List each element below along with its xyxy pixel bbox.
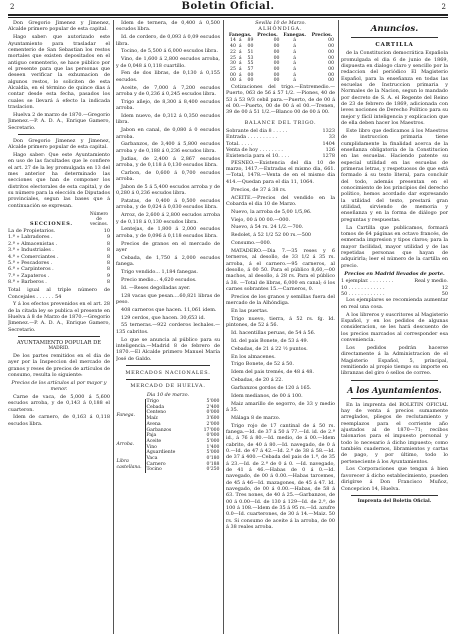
precio-row-label: 50 . . . . . . . . . . . . — [341, 291, 385, 298]
table-cell: á — [293, 78, 297, 84]
secciones-num-heading: Número de vecinos. — [89, 212, 109, 228]
paragraph: Cebadas, de 21 á 22 ½ puntos. — [231, 345, 308, 352]
seccion-row-value: 9 — [106, 234, 110, 241]
table-header: Precios. — [257, 32, 278, 38]
seccion-row-label: 5.ª » Pescadores . — [8, 259, 53, 266]
table-cell: 53 — [247, 55, 254, 61]
paragraph: Este libro que dedicamos á los Maestros de instruccion primaria tiene cumplidamente la finalidad acerca de la enseñanza obligatoria de la Constitucion en las escuelas. Haciendo patente su especial utilidad en las escuelas de primeras letras, y respetuosos de que está formado á su texto literal, para concluir del todo, además presentan en el conocimiento de los principios del derecho político, hemos acordado dar expresando la utilidad del texto, prestará gran utilidad, sirviendo de memoria y enseñanza y en la forma de diálogo por preguntas y respuestas. — [341, 127, 448, 223]
table-cell: á — [238, 49, 242, 55]
market-item: Carnero — [146, 462, 194, 468]
balance-row-value: 1323 — [322, 128, 335, 135]
paragraph: Id. del pais Bonete, de 53 á 49. — [231, 337, 309, 344]
cotizaciones — [226, 84, 335, 116]
table-cell: 40 — [230, 44, 236, 50]
column-divider — [113, 20, 114, 634]
paragraph: Y á los efectos prevenidos en el art. 28 de la citada ley se publica el presente en Huelva á 8 de Marzo de 1870.—Gregorio Jimenez.—P. A. D. A., Enrique Gamero, Secretario. — [8, 301, 110, 333]
paragraph: 129 cerdos, que hacen. 30,653 id. — [121, 314, 206, 321]
market-price: 0'250 — [206, 467, 220, 473]
divider — [18, 336, 100, 337]
balance-row-value: 126 — [325, 147, 335, 154]
table-cell: 00 — [273, 72, 280, 78]
seccion-row-value: 8 — [106, 266, 110, 273]
table-cell: á — [293, 38, 297, 44]
market-table — [116, 399, 220, 473]
seccion-row — [8, 279, 110, 285]
table-cell: á — [238, 66, 242, 72]
seccion-row-value: 8 — [106, 259, 110, 266]
balance-heading: BALANCE DEL TRIGO. — [244, 119, 317, 126]
cartilla-paragraphs — [341, 50, 448, 269]
paragraph: Hago saber: Que este Ayuntamiento en uso de las facultades que le confiere el art. 27 de la ley promulgada en 13 del mes anterior ha determinado las secciones que han de componer los distritos electorales de esta capital, y de su número para la elección de Diputados provinciales, segun las bases que á continuación se expresan. — [8, 152, 110, 209]
table-cell: á — [293, 49, 297, 55]
table-cell: 89 — [247, 38, 254, 44]
market-item: Paja — [146, 433, 194, 439]
paragraph: Idem nuevo, de 0,312 á 0,350 escudos libra. — [116, 112, 220, 126]
divider — [126, 379, 210, 380]
table-cell: 00 — [273, 78, 280, 84]
market-price: 2'000 — [206, 421, 220, 427]
seccion-row-label: 3.ª » Industriales . — [8, 247, 54, 254]
anuncios-heading: Anuncios. — [370, 24, 419, 34]
precio-row-value: 50 — [441, 291, 448, 298]
seccion-row-value: 10 — [103, 228, 110, 235]
market-item: Centeno — [146, 410, 194, 416]
paragraph: Hago saber: que autorizado este Ayuntamiento para trasladar el cementerio de San Sebastian los restos mortales que existen depositados en el antiguo cementerio, se hace público por el presente para que las personas que deseen verificar la exhumacion de algunos restos, lo soliciten de esta Alcaldía, en el término de quince dias á contar desde esta fecha, pasados los cuales se llevará á efecto la indicada traslacion. — [8, 34, 110, 110]
table-cell: 00 — [273, 55, 280, 61]
imprenta-footer: Imprenta del Boletin Oficial. — [357, 498, 432, 504]
market-group-label: Fanega. — [116, 413, 135, 419]
mercado-date: Dia 10 de marzo. — [146, 391, 190, 398]
table-cell: á — [293, 72, 297, 78]
table-cell: 00 — [328, 78, 334, 84]
signature-line: Huelva 2 de marzo de 1870.—Gregorio Jimenez.—P. A. D. A., Enrique Gamero, Secretario. — [8, 111, 110, 131]
paragraph: Precios de granos en el mercado de ayer — [116, 240, 220, 253]
column-3 — [226, 20, 335, 638]
section-heading: Precios de los artículos al por mayor y menor. — [11, 379, 107, 393]
balance-row-label: Sobrante del dia 8 . . . . . — [226, 128, 288, 135]
paragraph: Id. —Reses degolladas ayer. — [121, 284, 191, 291]
market-group-label: Libra castellana. — [116, 458, 142, 470]
table-cell: 00 — [273, 66, 280, 72]
seccion-row-label: 6.ª » Carpinteros . — [8, 266, 54, 273]
paragraph: Cebadas, de 20 á 22. — [231, 377, 283, 384]
table-cell: á — [238, 72, 242, 78]
table-cell: 00 — [247, 78, 254, 84]
paragraph: Jabon de 5 á 5,400 escudos arroba y de 0,280 á 0,236 escudos libra. — [116, 183, 220, 197]
paragraph: Trigo nuevo, tierra, á 52 rs. fg. Id. pintones, de 52 á 56. — [226, 315, 335, 329]
paragraph: MATADERO.—Dia 7.—35 reses y 6 terneros, al desollo, de 33 1/2 á 35 rs. arroba, á el carnero.—95 carneros, al desollo, á 00 50. Para el público 8,60,—00 machos, al desollo, á 28 rs. Para el público á 38. —Total de libras, 6,000 en canal; ó los carnes sobrantes 15.—Carneros, 0. — [226, 247, 335, 292]
seccion-row-label: 2.ª » Almacenistas . — [8, 240, 58, 247]
table-cell: á — [293, 55, 297, 61]
paragraph: En la imprenta del BOLETIN OFICIAL hay de venta á precios sumamente arreglados, pliegos de reclutamiento y reemplazos para el corriente año ajustados al de 1870—71; recibos talonarios para el impuesto personal y todo lo necesario á dicho impuesto; como también cuadernos, libramientos y cartas de pago, y por último, todo lo perteneciente á los Ayuntamientos. — [341, 401, 448, 465]
masthead-rule-thin — [8, 17, 448, 18]
precio-row-value: 12 — [441, 284, 448, 291]
balance-row-value: 1404 — [322, 140, 335, 147]
paragraph: Lo que se anuncia al público para su inteligencia.—Madrid 8 de febrero de 1870.—El Alcalde primero Manuel María José de Galdo. — [116, 336, 220, 362]
paragraph: Precios, de 37 á 38 rs. — [231, 186, 287, 193]
table-cell: 55 — [247, 61, 254, 67]
paragraph: Patatas, de 0,400 á 0,500 escudos arroba, y de 0,024 á 0,030 escudos libra. — [116, 198, 220, 211]
paragraph: Id. hacentillas peruas, de 54 á 56. — [231, 330, 316, 337]
precios-heading: Precios en Madrid llevados de porte. — [344, 270, 445, 277]
seccion-row-value: 8 — [106, 247, 110, 254]
paragraph: Nuevo, á 54 rs. 24 1/2.—700. — [231, 224, 304, 231]
balance-row-label: Total. . . . . — [226, 140, 253, 147]
column-2 — [116, 20, 220, 638]
market-price: 0'000 — [206, 433, 220, 439]
market-price: 1'400 — [206, 444, 220, 450]
balance-row-label: Venta de hoy . . . . . . . . — [226, 147, 283, 154]
seccion-row-label: La de Propietarios. — [8, 228, 56, 235]
secciones-header — [8, 212, 110, 227]
market-item: Vino — [146, 445, 194, 451]
paragraph: 128 vacas que pesan....60,821 libras de peso. — [116, 292, 220, 305]
paragraph: Consumo.—000. — [231, 240, 272, 247]
page-number-right: 2 — [441, 3, 446, 11]
table-cell: á — [293, 61, 297, 67]
paragraph: De los partes remitidos en el dia de ayer por la Inspeccion del mercado de granos y reses de precios de artículos de consumo, resulta lo siguiente: — [8, 352, 110, 378]
market-item: Trigo — [146, 399, 194, 405]
paragraph: Lentejas, de 1,800 á 2,000 escudos arroba, y de 0,096 á 0,118 escudos libra. — [116, 226, 220, 239]
ayuntamiento-heading: AYUNTAMIENTO POPULAR DE — [16, 340, 102, 347]
table-cell: 00 — [273, 61, 280, 67]
table-cell: 00 — [273, 38, 280, 44]
paragraph: Carne de vaca, de 5,000 á 5,600 escudos arroba, y de 0,143 á 0,188 el cuarteron. — [8, 393, 110, 413]
market-item: Avena — [146, 422, 194, 428]
paragraph: Precios de los granos y semillas fuera del mercado de la Alhóndiga. — [226, 293, 335, 307]
seccion-row-value: 8 — [106, 253, 110, 260]
table-cell: 00 — [247, 44, 254, 50]
table-cell: á — [238, 78, 242, 84]
table-cell: 14 — [230, 38, 236, 44]
table-cell: 00 — [328, 44, 334, 50]
mercados-heading: MERCADOS NACIONALES. — [125, 370, 211, 376]
paragraph: Cebada, de 1,750 á 2,000 escudos fanega. — [116, 254, 220, 268]
table-cell: 00 — [273, 49, 280, 55]
paragraph: Trigo añejo, de 8,300 á 8,400 escudos arroba. — [116, 98, 220, 112]
market-price: 0'000 — [206, 410, 220, 416]
divider — [351, 37, 438, 38]
secciones-heading: SECCIONES. — [30, 220, 73, 227]
cartilla-heading: CARTILLA — [375, 42, 414, 48]
table-header: Precios. — [311, 32, 333, 38]
paragraph: Garbanzos gordos de 120 á 165. — [231, 384, 312, 391]
paragraph: Carbon, de 0,600 á 0,700 escudos arroba. — [116, 169, 220, 183]
table-cell: 30 — [230, 61, 236, 67]
seccion-row-value: 8 — [106, 240, 110, 247]
paragraph: Cotizaciones del trigo.—Entremedio.—Puerto, 063 de 56 á 57 1/2. —Piones, 40 de 53 á 53 9/3 cebil para.—Puerto, de de 00 á el 00.—Puerto, 00 de 00 á el 00.—Trenen, 39 de 00 á 51 1/2.—Blanco 00 de 00 á 00. — [226, 84, 335, 116]
paragraph: Idem medianos, de 00 á 100. — [231, 392, 303, 399]
sevilla-heading: Sevilla 10 de Marzo. — [255, 20, 306, 26]
divider — [351, 398, 438, 399]
seccion-row-value: 8 — [106, 278, 110, 285]
paragraph: Trigo Bonete, de 52 á 50. — [231, 361, 294, 368]
market-price: 2'400 — [206, 404, 220, 410]
notice-paragraphs — [341, 297, 448, 376]
paragraph: Trigo rojo de 17 cantinal de á 50 rs. fanega.—Id. de 37 á 50 á 77.—Id. id. de 2.ª id., á 76 á 80.—Id. medio, de á 00.—Idem cabrito, de 40 á 80.—Id. navegado, de 0 á 0.—Id. de 47 á 42.—Id. 2.ª de 38 á 58.—Id. de 37 á 400.—Cebada del pais de 1.ª, de 35 á 23.—Id. de 2.ª de 0 á 0. —Id. navegado, de 41 á 46.—Habas de 0 á 0.—Id. navegado, de 00 á 0.00.—Habas tarcemes, de 45 á 46—Id. mazagones, de 45 á 47. Id. navegado, de 00 á 0.00.—Habas, de 58 á 63. Tres nones, de 40 á 25.—Garbanzos, de 00 á 0.00—Id. de 130 á 129—Id. de 2.ª, de 100 á 108.—Idem de 35 á 95 rs.—Id. azufre 0.0—Id. cuarterones, de 30 á 14.—Maiz. 50 rs. Si consumo de aceite á la arroba, de 00 á 38 reales arroba. — [226, 422, 335, 531]
paragraph: 408 carneros que hacen. 11,061 idem. — [121, 306, 217, 313]
page-number-left: 2 — [10, 3, 15, 11]
market-reports — [226, 160, 335, 531]
ayuntamiento-subheading: MADRID. — [48, 346, 70, 352]
paragraph: Id. de cordero, de 0,093 á 0,09 escudos libra. — [116, 34, 220, 47]
market-group-label: Arroba. — [116, 441, 135, 447]
alhondiga-table — [226, 33, 335, 84]
balance-row-value: 33 — [328, 134, 335, 141]
market-item: Aceite — [146, 439, 194, 445]
table-cell: 25 — [230, 66, 236, 72]
seccion-row-value: 9 — [106, 272, 110, 279]
table-cell: á — [293, 66, 297, 72]
market-item: Aguardiente — [146, 450, 194, 456]
market-item: Garbanzos — [146, 428, 194, 434]
table-cell: á — [238, 38, 242, 44]
paragraph: Tocino, de 5,500 á 6,000 escudos libra. — [121, 48, 218, 55]
paragraph: Aceite, de 7,000 á 7,200 escudos arroba y de 0,236 á 0,245 escudos libra. — [116, 84, 220, 97]
precio-row-label: 10 . . . . . . . . . . . . — [341, 284, 385, 291]
paragraph: Idem de ternera, de 0,400 á 0,500 escudos libra. — [116, 20, 220, 33]
table-cell: á — [293, 44, 297, 50]
column-divider — [223, 20, 224, 634]
paragraph: Los pedidos podrán hacerse directamente á la Administracion de el Magisterio Español, 5, principal, remitiendo al propio tiempo su importe en libranzas del giro ó sellos de correo. — [341, 344, 448, 377]
table-cell: 00 — [273, 44, 280, 50]
paragraph: Nuevo, la arroba de 5,00 1/5,96. — [231, 208, 312, 215]
market-price: 5'000 — [206, 438, 220, 444]
seccion-row-label: 4.ª » Comerciantes . — [8, 253, 59, 260]
paragraph: La Cartilla que publicamos, formará tomos de 64 páginas en octavo francés, de esmerada impresion y tipos claros; para la mayor facilidad, mayor utilidad y de las repetidas personas que hayan de adquirirla; leer el número de la cartilla en precio. — [341, 224, 448, 269]
secciones-list — [8, 228, 110, 285]
divider — [18, 134, 100, 135]
table-cell: 00 — [247, 72, 254, 78]
balance-row-label: Existencia para el 10. . . . — [226, 153, 290, 160]
paragraph: Arroz, de 2,600 á 2,800 escudos arroba y de 0,118 á 0,130 escudos libra. — [116, 212, 220, 225]
precio-row-value: Real y medio. — [414, 278, 448, 285]
paragraph: Precio medio... 4,620 escudos. — [121, 276, 197, 283]
table-cell: 00 — [328, 38, 334, 44]
paragraph: En las puertas. — [231, 308, 269, 315]
paragraph: de la Constitucion democrática Española promulgada el dia 6 de junio de 1869, dispuesta en dialogo claro y sencillo por la redaccion del periódico El Magisterio Español, para la enseñanza en todas las escuelas de Instruccion primaria y Normales de la Nacion, segun lo mandado por decreto de S. A. el Regente del Reino de 23 de febrero de 1869, adicionada con leves nociones de Derecho Político para su mejor y fácil inteligencia y explicacion que de ella deben hacer los Maestros. — [341, 50, 448, 127]
paragraph: A los libreros y suscritores al Magisterio Español, y en los pedidos de algunas consideracion, se les hará descuento de los precios marcados al corresponder esa conveniencia. — [341, 311, 448, 343]
paragraph: ACEITE.—Precios del vendido en la Cobarda el dia 10 de Marzo. — [226, 194, 335, 207]
column-1 — [8, 20, 110, 638]
market-item: Vaca — [146, 456, 194, 462]
precios-list — [341, 278, 448, 297]
mercado-huelva-heading: MERCADO DE HUELVA. — [130, 383, 206, 390]
market-item: Cebada — [146, 405, 194, 411]
market-price: 5'000 — [206, 450, 220, 456]
paragraph: 55 terneras.—922 corderos lechales.—135 cabritos. — [116, 322, 220, 335]
paragraph: PESNEO.—Existencia del dia 10 de marzo, 1417.—Entradas el mismo dia, 661.—Total, 1478.—Venta de en el mismo dia 414.—Quedan para el dia 11, 1064. — [226, 159, 335, 185]
price-paragraphs — [116, 20, 220, 362]
ayuntamientos-heading: A los Ayuntamientos. — [347, 384, 442, 395]
divider — [351, 495, 438, 496]
alhondiga-heading: ALHÓNDIGA. — [258, 26, 303, 33]
table-header: Fanegas. — [228, 32, 252, 38]
market-price: 0'180 — [206, 456, 220, 462]
paragraph: Viejo, 00 á 00 00.—000. — [231, 216, 291, 223]
total-line: Total igual al triple número de Concejales . . . . . . 54 — [8, 287, 110, 300]
market-item: Tocino — [146, 467, 194, 473]
paragraph: Los ejemplares se recomienda aumentar en real una cosa. — [341, 297, 448, 310]
seccion-row-label: 1.ª » Labradores . — [8, 234, 53, 241]
paragraph: Jabon en canal, de 0,080 á 0 escudos arroba. — [116, 127, 220, 140]
column-4 — [341, 20, 448, 638]
table-cell: 00 — [328, 61, 334, 67]
market-price: 3'600 — [206, 416, 220, 422]
table-cell: 00 — [328, 55, 334, 61]
paragraph: En los almacenes. — [231, 353, 276, 360]
table-cell: 00 — [328, 66, 334, 72]
table-cell: 00 — [328, 72, 334, 78]
table-cell: 00 — [328, 49, 334, 55]
table-cell: 57 — [247, 66, 254, 72]
market-item: Maíz — [146, 416, 194, 422]
paragraph: Don Gregorio Jimenez y Jimenez, Alcalde primero popular de esta capital. — [8, 20, 110, 33]
balance-row-value: 1278 — [322, 153, 335, 160]
paragraph: Don Gregorio Jimenez y Jimenez, Alcalde primero popular de esta capital. — [8, 137, 110, 151]
paragraph: Trigo vendido... 1,184 fanegas. — [121, 269, 198, 276]
market-price: 17'000 — [203, 427, 220, 433]
seccion-row-label: 8.ª » Barberos . — [8, 278, 47, 285]
divider — [126, 365, 210, 366]
table-cell: 00 — [230, 72, 236, 78]
paragraph: Los Corporaciones que tengan á bien favorecer á dicho establecimiento, pueden dirigirse á Don Francisco Muñoz, Concepcion 14, Huelva. — [341, 466, 448, 492]
market-price: 0'188 — [206, 461, 220, 467]
table-cell: 51 — [247, 49, 254, 55]
paragraph: Maiz amarillo de segorro, de 33 y medio á 35. — [226, 400, 335, 413]
paragraph: Fen de dos libras, de 0,130 á 0,155 escudos. — [116, 70, 220, 83]
balance-row-label: Entrada . . . . . . . . . . — [226, 134, 278, 141]
table-cell: 00 — [230, 78, 236, 84]
divider — [351, 380, 438, 381]
table-cell: á — [238, 44, 242, 50]
paragraph: Vino, de 1,600 á 2,800 escudos arroba, y de 0,048 á 0,118 cuartillo. — [116, 56, 220, 69]
masthead-title: Boletin Oficial. — [181, 1, 275, 12]
paragraph: Málaga 8 de marzo. — [231, 414, 281, 421]
paragraph: Judias, de 2,400 á 2,867 escudos arroba, y de 0,118 á 0,130 escudos libra. — [116, 155, 220, 168]
imprenta-paragraphs — [341, 402, 448, 492]
paragraph: Idem del pais tremés, de 48 á 48. — [231, 369, 314, 376]
market-price: 5'000 — [206, 399, 220, 405]
balance-list — [226, 128, 335, 160]
masthead-rule — [8, 14, 448, 16]
paragraph: Idem de carnero, de 0,163 á 0,118 escudos libra. — [8, 414, 110, 427]
table-header: Fanegas. — [283, 32, 306, 38]
paragraph: Redolet, á 52 1/2 52 00 rs.—500 — [231, 232, 312, 239]
table-cell: 22 — [230, 49, 236, 55]
table-cell: á — [238, 61, 242, 67]
seccion-row-label: 7.ª » Zapateros . — [8, 272, 50, 279]
paragraph: Garbanzos, de 3,400 á 5,800 escudos arroba y de 0,188 á 0,236 escudos libra. — [116, 141, 220, 154]
column-divider — [338, 20, 339, 634]
table-cell: á — [238, 55, 242, 61]
table-cell: 25 — [230, 55, 236, 61]
precio-row-label: 1 ejemplar. . . . . . . . . — [341, 278, 394, 285]
